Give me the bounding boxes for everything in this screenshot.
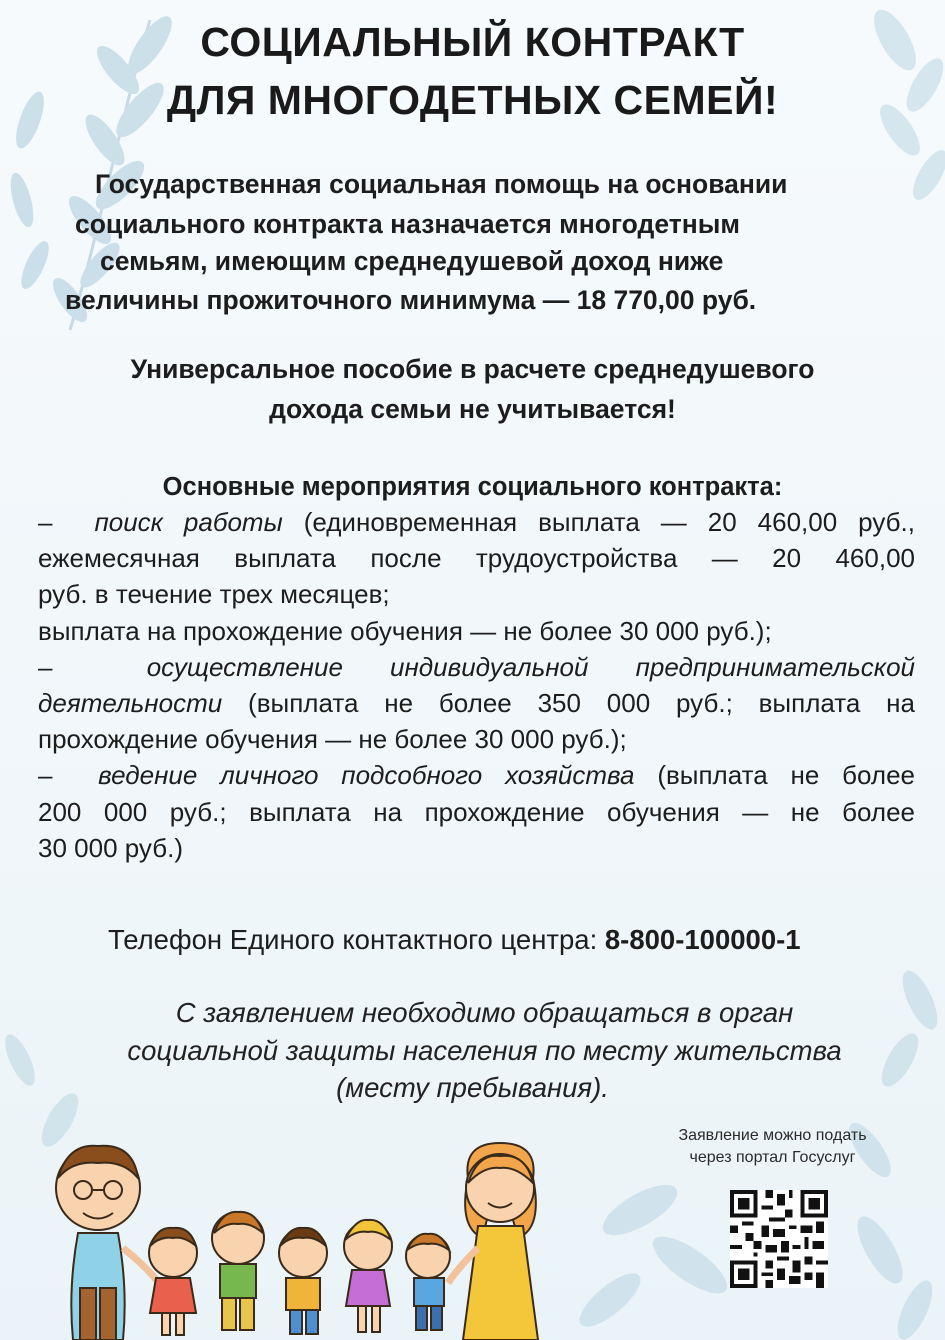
list-item: ежемесячная выплата после трудоустройства — 20 460,00: [38, 543, 915, 574]
title-line-2: ДЛЯ МНОГОДЕТНЫХ СЕМЕЙ!: [166, 77, 779, 123]
contact-phone: 8-800-100000-1: [604, 924, 801, 955]
measure-text: (выплата не более 350 000 руб.; выплата на: [248, 687, 915, 718]
measure-entrepreneurship-w1: осуществление: [146, 651, 343, 682]
gosuslugi-line-1: Заявление можно подать: [678, 1127, 867, 1144]
list-item: выплата на прохождение обучения — не более 30 000 руб.);: [38, 615, 772, 646]
intro-line-2: социального контракта назначается многодетным: [75, 209, 740, 239]
note-line-1: Универсальное пособие в расчете среднедушевого: [130, 354, 815, 384]
apply-line-2: социальной защиты населения по месту жительства: [127, 1035, 842, 1066]
apply-line-3: (месту пребывания).: [336, 1072, 609, 1103]
measures-heading: Основные мероприятия социального контракта:: [162, 473, 783, 501]
measure-entrepreneurship-2: деятельности: [38, 687, 223, 718]
measure-entrepreneurship-w3: предпринимательской: [635, 651, 915, 682]
list-item: [38, 649, 915, 685]
title-line-1: СОЦИАЛЬНЫЙ КОНТРАКТ: [200, 19, 745, 65]
apply-line-1: С заявлением необходимо обращаться в орган: [175, 997, 794, 1028]
measure-text: (единовременная выплата — 20 460,00 руб.,: [303, 507, 915, 537]
list-item: [38, 757, 915, 793]
dash: –: [38, 507, 53, 537]
measure-household-farm: ведение личного подсобного хозяйства: [98, 760, 635, 791]
list-item: 200 000 руб.; выплата на прохождение обучения — не более: [38, 796, 915, 827]
intro-line-3: семьям, имеющим среднедушевой доход ниже: [100, 246, 724, 276]
dash: –: [38, 651, 53, 682]
measure-entrepreneurship-w2: индивидуальной: [390, 651, 589, 682]
dash: –: [38, 760, 53, 791]
contact-label: Телефон Единого контактного центра:: [108, 924, 598, 955]
measures-list: [38, 504, 915, 866]
list-item: руб. в течение трех месяцев;: [38, 579, 390, 610]
intro-line-4: величины прожиточного минимума — 18 770,00 руб.: [65, 285, 757, 315]
list-item: прохождение обучения — не более 30 000 руб.);: [38, 724, 627, 755]
list-item: [38, 685, 915, 721]
contact-center-line: [108, 918, 801, 962]
list-item: [38, 504, 915, 540]
qr-code-icon[interactable]: [730, 1190, 828, 1288]
list-item: 30 000 руб.): [38, 832, 183, 863]
intro-line-1: Государственная социальная помощь на основании: [95, 169, 788, 199]
note-line-2: дохода семьи не учитывается!: [269, 394, 676, 424]
measure-text: (выплата не более: [657, 760, 915, 791]
measure-job-search: поиск работы: [94, 507, 283, 537]
gosuslugi-line-2: через портал Госуслуг: [689, 1149, 856, 1166]
family-illustration: [38, 1138, 583, 1340]
